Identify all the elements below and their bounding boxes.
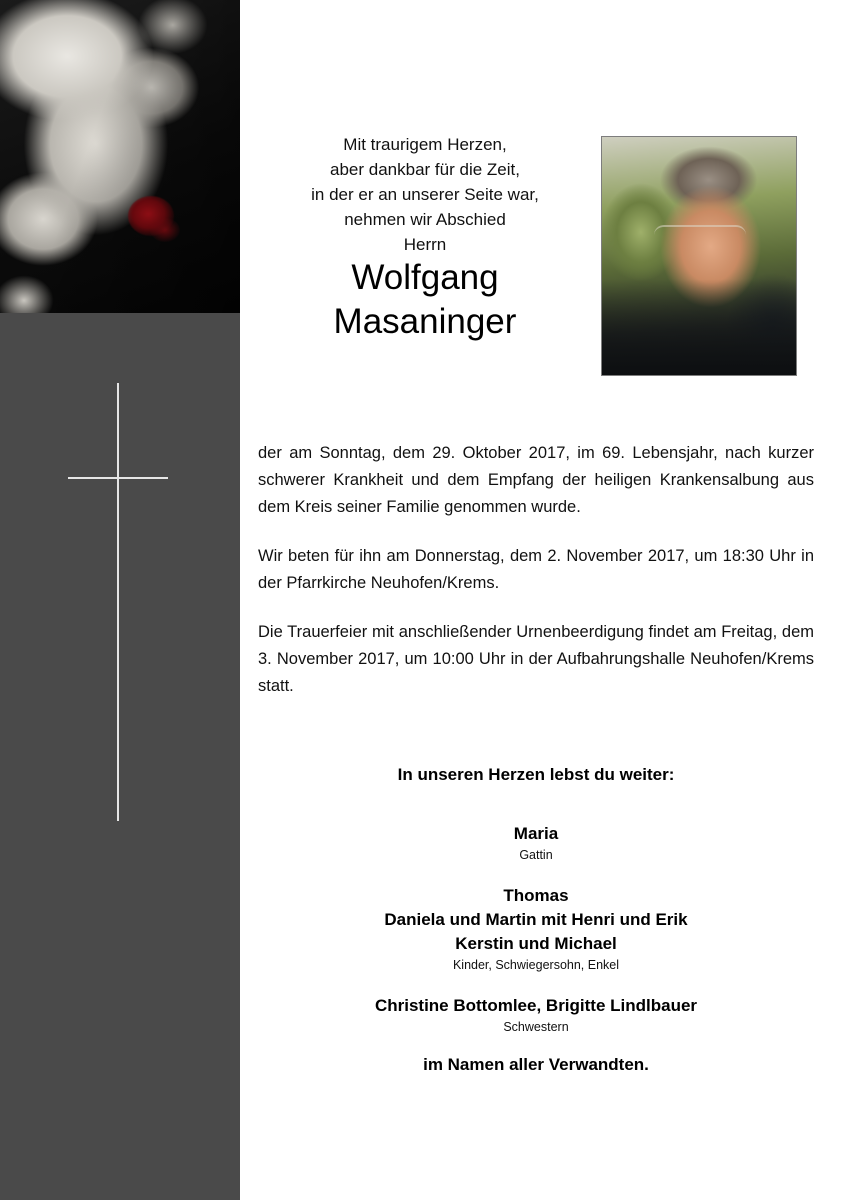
- intro-text: [260, 132, 590, 257]
- family-list: [258, 822, 814, 1056]
- statue-photo: [0, 0, 240, 313]
- family-group: [258, 994, 814, 1036]
- intro-line-3: in der er an unserer Seite war,: [311, 185, 539, 204]
- family-group: [258, 884, 814, 974]
- obituary-body: [258, 440, 814, 700]
- hearts-heading: In unseren Herzen lebst du weiter:: [397, 765, 675, 784]
- family-member-name: Daniela und Martin mit Henri und Erik: [384, 910, 688, 929]
- body-paragraph-2: Wir beten für ihn am Donnerstag, dem 2. November 2017, um 18:30 Uhr in der Pfarrkirche Neuhofen/Krems.: [258, 547, 814, 592]
- portrait-photo: [601, 136, 797, 376]
- gray-panel: [0, 313, 240, 1200]
- family-member-name: Thomas: [503, 886, 569, 905]
- main-content: [240, 0, 848, 1200]
- intro-line-2: aber dankbar für die Zeit,: [330, 160, 520, 179]
- portrait-vignette: [602, 279, 796, 375]
- family-role-label: Schwestern: [503, 1020, 569, 1034]
- family-role-label: Gattin: [519, 848, 553, 862]
- family-role-label: Kinder, Schwiegersohn, Enkel: [452, 958, 620, 972]
- deceased-last-name: Masaninger: [333, 302, 517, 341]
- body-paragraph-3: Die Trauerfeier mit anschließender Urnenbeerdigung findet am Freitag, dem 3. November 2017, um 10:00 Uhr in der Aufbahrungshalle Neuhofen/Krems statt.: [258, 623, 814, 695]
- family-member-name: Christine Bottomlee, Brigitte Lindlbauer: [374, 996, 698, 1015]
- deceased-name: [260, 256, 590, 344]
- intro-line-1: Mit traurigem Herzen,: [343, 135, 507, 154]
- glasses-detail: [654, 225, 746, 247]
- cross-icon-horizontal-bar: [68, 477, 168, 479]
- statue-shadow-overlay: [0, 0, 240, 313]
- family-group: [258, 822, 814, 864]
- body-paragraph-1: der am Sonntag, dem 29. Oktober 2017, im 69. Lebensjahr, nach kurzer schwerer Krankheit und dem Empfang der heiligen Krankensalbung aus dem Kreis seiner Familie genommen wurde.: [258, 444, 814, 516]
- intro-line-5: Herrn: [403, 235, 447, 254]
- closing-line: im Namen aller Verwandten.: [423, 1055, 649, 1074]
- intro-line-4: nehmen wir Abschied: [344, 210, 506, 229]
- deceased-first-name: Wolfgang: [351, 258, 499, 297]
- family-member-name: Kerstin und Michael: [455, 934, 617, 953]
- cross-icon-vertical-bar: [117, 383, 119, 821]
- left-column: [0, 0, 240, 1200]
- family-member-name: Maria: [513, 824, 559, 843]
